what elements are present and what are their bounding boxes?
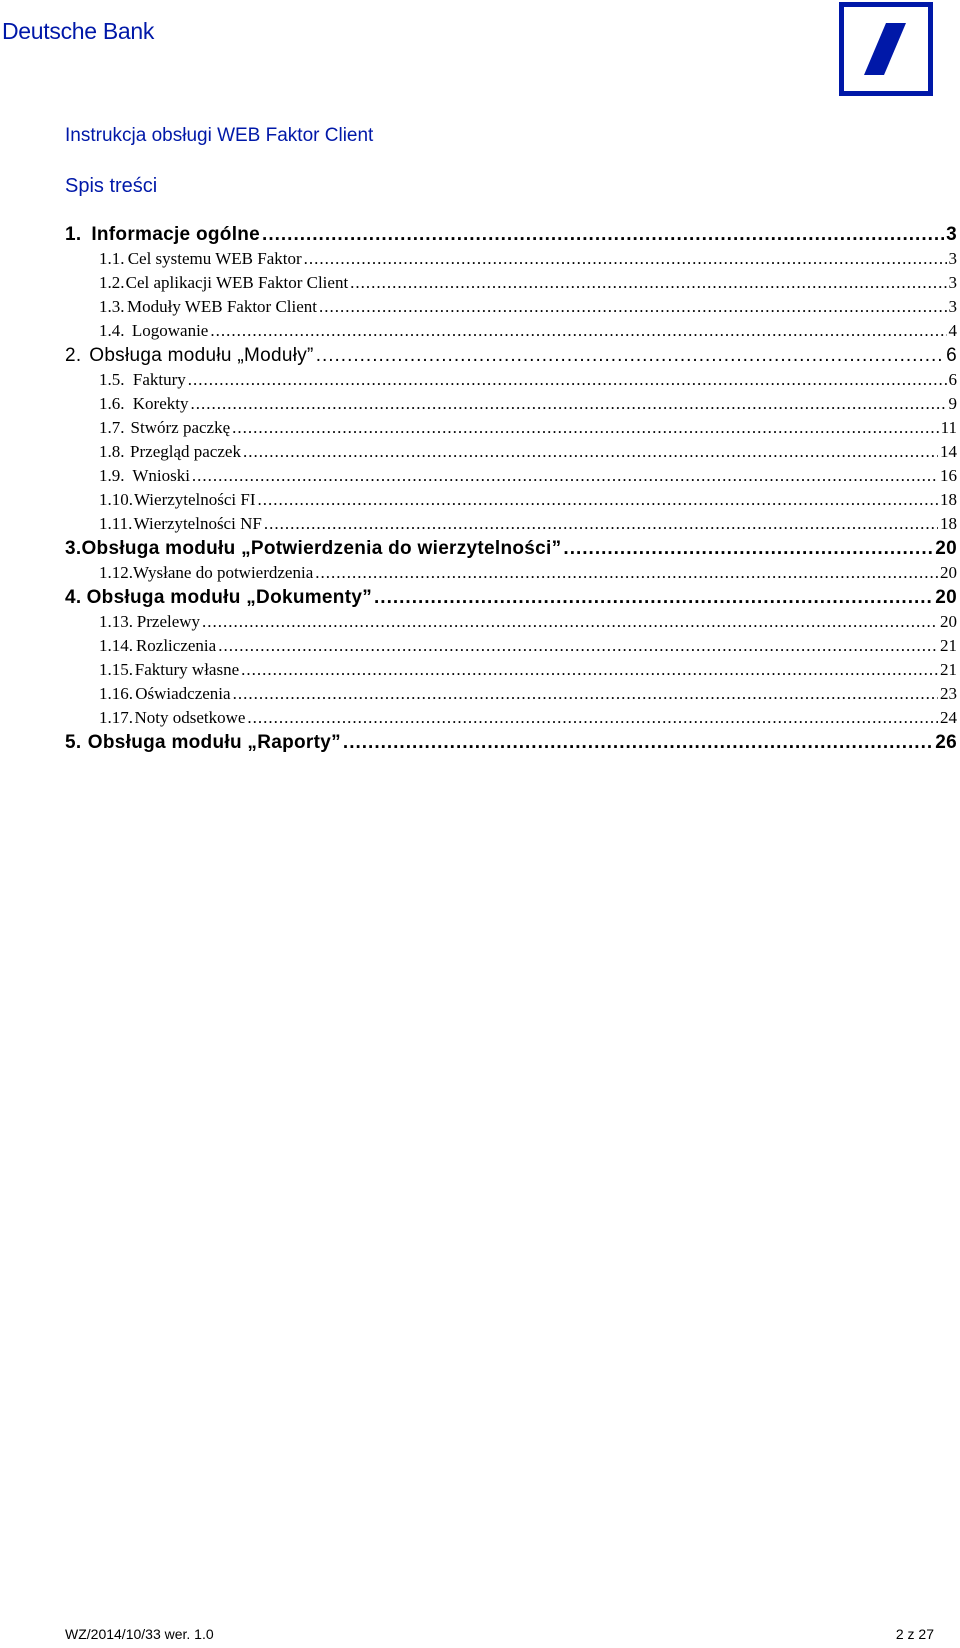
toc-title: Przelewy: [136, 612, 201, 631]
toc-page-number: 3: [948, 297, 957, 316]
toc-page-number: 20: [940, 563, 957, 582]
toc-page-number: 6: [948, 370, 957, 389]
toc-title: Cel aplikacji WEB Faktor Client: [125, 273, 349, 292]
toc-number: 1.11.: [99, 514, 133, 533]
toc-page-number: 11: [940, 418, 957, 437]
toc-number: 1.10.: [99, 490, 133, 509]
dot-leader: [343, 732, 933, 754]
toc-page-number: 20: [935, 538, 957, 559]
toc-entry-3[interactable]: [65, 538, 957, 563]
toc-entry-1-6[interactable]: [65, 394, 957, 418]
toc-title: Logowanie: [131, 321, 209, 340]
toc-page-number: 21: [940, 636, 957, 655]
toc-page-number: 4: [948, 321, 957, 340]
toc-number: 1.17.: [99, 708, 133, 727]
dot-leader: [243, 442, 938, 462]
toc-entry-1-5[interactable]: [65, 370, 957, 394]
toc-title: Informacje ogólne: [91, 224, 261, 245]
toc-number: 1.3.: [99, 297, 125, 316]
toc-entry-1-15[interactable]: [65, 660, 957, 684]
dot-leader: [233, 684, 938, 704]
toc-title: Wnioski: [132, 466, 190, 485]
toc-page-number: 16: [940, 466, 957, 485]
toc-title: Wierzytelności FI: [133, 490, 256, 509]
toc-page-number: 3: [948, 273, 957, 292]
toc-number: 2.: [65, 345, 82, 366]
toc-entry-1-7[interactable]: [65, 418, 957, 442]
dot-leader: [258, 490, 938, 510]
dot-leader: [241, 660, 938, 680]
toc-number: 1.13.: [99, 612, 133, 631]
dot-leader: [190, 394, 946, 414]
toc-number: 1.15.: [99, 660, 133, 679]
deutsche-bank-slash-logo-icon: [839, 2, 933, 96]
toc-page-number: 18: [940, 490, 957, 509]
toc-entry-1-9[interactable]: [65, 466, 957, 490]
toc-number: 1.6.: [99, 394, 125, 413]
dot-leader: [563, 538, 933, 560]
toc-entry-1-8[interactable]: [65, 442, 957, 466]
toc-number: 1.1.: [99, 249, 125, 268]
dot-leader: [316, 345, 944, 367]
toc-entry-1-1[interactable]: [65, 249, 957, 273]
dot-leader: [262, 224, 944, 246]
toc-title: Faktury: [132, 370, 186, 389]
toc-title: Korekty: [132, 394, 189, 413]
toc-number: 1.9.: [99, 466, 125, 485]
dot-leader: [264, 514, 938, 534]
toc-entry-1-12[interactable]: [65, 563, 957, 587]
toc-entry-1-4[interactable]: [65, 321, 957, 345]
toc-number: 1.14.: [99, 636, 133, 655]
toc-number: 5.: [65, 732, 82, 753]
toc-number: 1.2.: [99, 273, 125, 292]
toc-title: Moduły WEB Faktor Client: [127, 297, 318, 316]
toc-page-number: 21: [940, 660, 957, 679]
toc-title: Wierzytelności NF: [133, 514, 262, 533]
toc-number: 4.: [65, 587, 82, 608]
toc-entry-1-13[interactable]: [65, 612, 957, 636]
toc-title: Obsługa modułu „Raporty”: [87, 732, 341, 753]
dot-leader: [188, 370, 947, 390]
dot-leader: [374, 587, 933, 609]
dot-leader: [315, 563, 938, 583]
toc-title: Rozliczenia: [135, 636, 217, 655]
toc-title: Oświadczenia: [135, 684, 231, 703]
toc-page-number: 23: [940, 684, 957, 703]
toc-entry-1-11[interactable]: [65, 514, 957, 538]
toc-entry-1-2[interactable]: [65, 273, 957, 297]
logo-slash-icon: [844, 7, 928, 91]
toc-number: 1.4.: [99, 321, 125, 340]
footer-page-number: 2 z 27: [895, 1626, 934, 1642]
toc-page-number: 24: [940, 708, 957, 727]
toc-heading: Spis treści: [65, 175, 158, 197]
dot-leader: [210, 321, 946, 341]
document-title: Instrukcja obsługi WEB Faktor Client: [65, 125, 374, 146]
toc-title: Obsługa modułu „Moduły”: [89, 345, 314, 366]
toc-page-number: 3: [946, 224, 957, 245]
brand-name: Deutsche Bank: [2, 18, 155, 44]
toc-title: Stwórz paczkę: [130, 418, 231, 437]
toc-number: 1.12.: [99, 563, 133, 582]
toc-title: Przegląd paczek: [130, 442, 241, 461]
dot-leader: [202, 612, 938, 632]
toc-page-number: 14: [940, 442, 957, 461]
toc-title: Wysłane do potwierdzenia: [133, 563, 314, 582]
toc-entry-2[interactable]: [65, 345, 957, 370]
toc-page-number: 18: [940, 514, 957, 533]
dot-leader: [319, 297, 946, 317]
toc-title: Faktury własne: [134, 660, 240, 679]
toc-number: 1.: [65, 224, 82, 245]
toc-number: 1.5.: [99, 370, 125, 389]
footer-document-id: WZ/2014/10/33 wer. 1.0: [65, 1626, 214, 1642]
toc-number: 1.16.: [99, 684, 133, 703]
toc-entry-4[interactable]: [65, 587, 957, 612]
dot-leader: [218, 636, 938, 656]
toc-page-number: 26: [935, 732, 957, 753]
toc-number: 1.8.: [99, 442, 125, 461]
toc-entry-1-3[interactable]: [65, 297, 957, 321]
table-of-contents: [65, 224, 957, 757]
dot-leader: [247, 708, 938, 728]
dot-leader: [350, 273, 946, 293]
toc-entry-1-16[interactable]: [65, 684, 957, 708]
toc-page-number: 6: [946, 345, 957, 366]
dot-leader: [304, 249, 947, 269]
dot-leader: [232, 418, 938, 438]
toc-page-number: 9: [948, 394, 957, 413]
toc-page-number: 3: [948, 249, 957, 268]
toc-number: 3.: [65, 538, 82, 559]
toc-entry-1-14[interactable]: [65, 636, 957, 660]
toc-title: Noty odsetkowe: [134, 708, 246, 727]
toc-page-number: 20: [935, 587, 957, 608]
toc-title: Obsługa modułu „Potwierdzenia do wierzytelności”: [81, 538, 562, 559]
toc-entry-1-10[interactable]: [65, 490, 957, 514]
toc-title: Obsługa modułu „Dokumenty”: [86, 587, 373, 608]
toc-number: 1.7.: [99, 418, 125, 437]
dot-leader: [192, 466, 938, 486]
toc-entry-5[interactable]: [65, 732, 957, 757]
toc-entry-1[interactable]: [65, 224, 957, 249]
toc-entry-1-17[interactable]: [65, 708, 957, 732]
toc-page-number: 20: [940, 612, 957, 631]
toc-title: Cel systemu WEB Faktor: [127, 249, 302, 268]
